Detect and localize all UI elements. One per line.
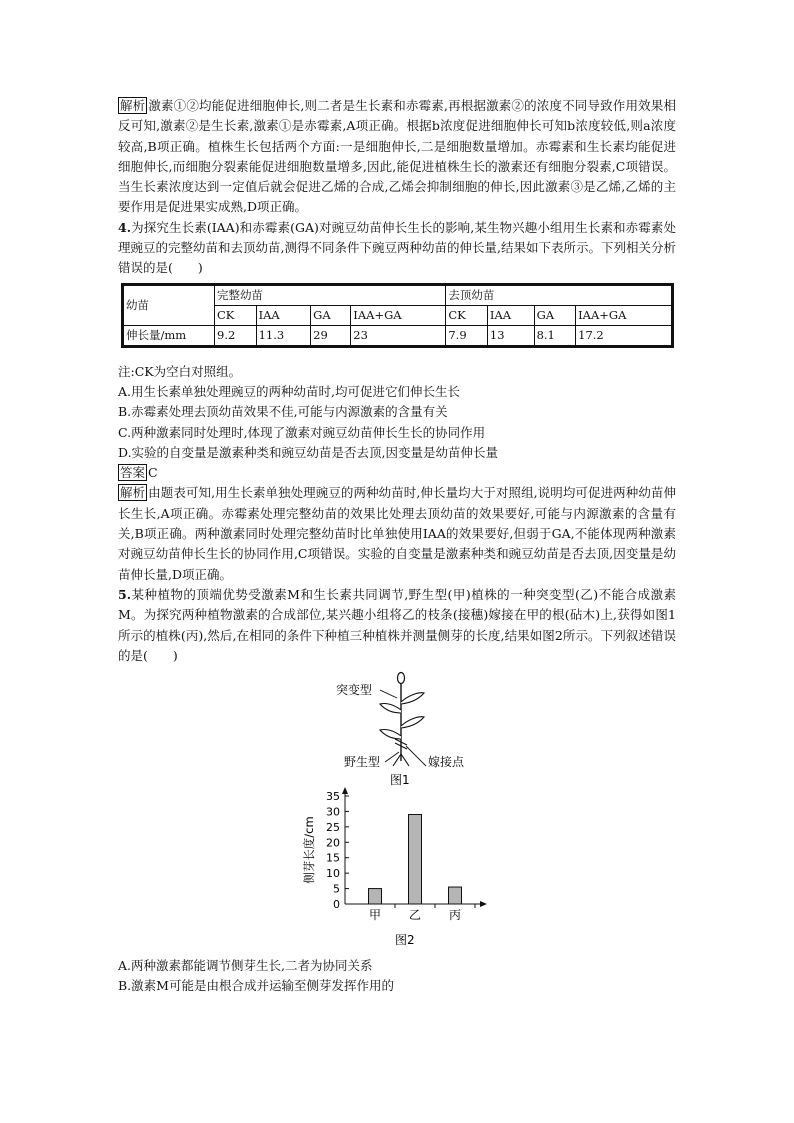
- x-tick-label: 甲: [368, 908, 382, 923]
- table-cell: 17.2: [576, 325, 673, 346]
- grafted-plant-diagram: [118, 666, 676, 786]
- y-tick-label: 0: [333, 898, 340, 912]
- question-5-stem: [118, 585, 676, 666]
- table-cell: 13: [487, 325, 534, 346]
- label-mutant: 突变型: [336, 683, 373, 698]
- column-header: GA: [311, 305, 351, 325]
- y-tick-label: 5: [333, 882, 340, 896]
- y-tick-label: 30: [326, 805, 340, 819]
- question-number: 5.: [118, 586, 132, 602]
- group-header-intact: 完整幼苗: [215, 284, 446, 305]
- y-tick-label: 25: [326, 820, 340, 834]
- table-cell: 8.1: [534, 325, 576, 346]
- analysis-text: 激素①②均能促进细胞伸长,则二者是生长素和赤霉素,再根据激素②的浓度不同导致作用效果相反可知,激素②是生长素,激素①是赤霉素,A项正确。根据b浓度促进细胞伸长可知b浓度较低,则a浓度较高,B项正确。植株生长包括两个方面:一是细胞伸长,二是细胞数量增加。赤霉素和生长素均能促进细胞伸长,而细胞分裂素能促进细胞数量增多,因此,能促进植株生长的激素还有细胞分裂素,C项错误。当生长素浓度达到一定值后就会促进乙烯的合成,乙烯会抑制细胞的伸长,因此激素③是乙烯,乙烯的主要作用是促进果实成熟,D项正确。: [118, 98, 676, 215]
- row-header-elongation: 伸长量/mm: [123, 325, 215, 346]
- figure-2: [118, 786, 676, 956]
- table-note: 注:CK为空白对照组。: [118, 363, 242, 379]
- column-header: CK: [446, 305, 488, 325]
- column-header: CK: [215, 305, 257, 325]
- option-d: D.实验的自变量是激素种类和豌豆幼苗是否去顶,因变量是幼苗伸长量: [118, 444, 499, 460]
- bar: [409, 815, 422, 904]
- answer-tag: 答案: [120, 465, 146, 481]
- table-cell: 9.2: [215, 325, 257, 346]
- y-tick-label: 35: [326, 790, 340, 804]
- answer-value: C: [148, 465, 158, 481]
- y-tick-label: 15: [326, 851, 340, 865]
- bar: [449, 887, 462, 904]
- column-header: IAA+GA: [351, 305, 446, 325]
- option-b: B.赤霉素处理去顶幼苗效果不佳,可能与内源激素的含量有关: [118, 404, 448, 420]
- q5-option-a: A.两种激素都能调节侧芽生长,二者为协同关系: [118, 958, 373, 974]
- table-cell: 29: [311, 325, 351, 346]
- x-tick-label: 丙: [448, 908, 462, 923]
- x-axis-arrow: [480, 901, 487, 907]
- option-a: A.用生长素单独处理豌豆的两种幼苗时,均可促进它们伸长生长: [118, 383, 460, 399]
- column-header: IAA: [487, 305, 534, 325]
- question-4-stem: [118, 218, 676, 279]
- table-cell: 11.3: [256, 325, 311, 346]
- analysis-tag: 解析: [120, 98, 146, 113]
- analysis-paragraph: [118, 96, 676, 218]
- y-tick-label: 10: [326, 867, 340, 881]
- label-wild: 野生型: [344, 755, 381, 770]
- question-number: 4.: [118, 219, 132, 235]
- option-c: C.两种激素同时处理时,体现了激素对豌豆幼苗伸长生长的协同作用: [118, 424, 486, 440]
- results-table: [121, 283, 674, 348]
- analysis-paragraph-q4: [118, 483, 676, 584]
- answer-line: [118, 463, 676, 483]
- column-header: IAA: [256, 305, 311, 325]
- y-tick-label: 20: [326, 836, 340, 850]
- column-header: GA: [534, 305, 576, 325]
- table-cell: 7.9: [446, 325, 488, 346]
- q5-option-b: B.激素M可能是由根合成并运输至侧芽发挥作用的: [118, 978, 394, 994]
- bar: [369, 889, 382, 904]
- y-axis-label: 侧芽长度/cm: [302, 816, 316, 884]
- page: [118, 96, 676, 997]
- column-header: IAA+GA: [576, 305, 673, 325]
- figure-1: [118, 666, 676, 786]
- figure-2-caption: 图2: [395, 933, 415, 948]
- value-row: [123, 325, 673, 346]
- table-cell: 23: [351, 325, 446, 346]
- row-header-seedling: 幼苗: [123, 284, 215, 325]
- analysis-text: 由题表可知,用生长素单独处理豌豆的两种幼苗时,伸长量均大于对照组,说明均可促进两种幼苗伸长生长,A项正确。赤霉素处理完整幼苗的效果比处理去顶幼苗的效果要好,可能与内源激素的含量有关,B项正确。两种激素同时处理完整幼苗时比单独使用IAA的效果要好,但弱于GA,不能体现两种激素对豌豆幼苗伸长生长的协同作用,C项错误。实验的自变量是激素种类和豌豆幼苗是否去顶,因变量是幼苗伸长量,D项正确。: [118, 485, 676, 582]
- figure-1-caption: 图1: [390, 773, 410, 787]
- question-text: 为探究生长素(IAA)和赤霉素(GA)对豌豆幼苗伸长生长的影响,某生物兴趣小组用生长素和赤霉素处理豌豆的完整幼苗和去顶幼苗,测得不同条件下豌豆两种幼苗的伸长量,结果如下表所示。下列相关分析错误的是( ): [118, 219, 676, 276]
- bar-chart: [118, 786, 676, 956]
- label-graft: 嫁接点: [428, 755, 465, 770]
- group-header-decapitated: 去顶幼苗: [446, 284, 673, 305]
- question-text: 某种植物的顶端优势受激素M和生长素共同调节,野生型(甲)植株的一种突变型(乙)不能合成激素M。为探究两种植物激素的合成部位,某兴趣小组将乙的枝条(接穗)嫁接在甲的根(砧木)上,获得如图1所示的植株(丙),然后,在相同的条件下种植三种植株并测量侧芽的长度,结果如图2所示。下列叙述错误的是( ): [118, 586, 676, 663]
- x-tick-label: 乙: [408, 908, 422, 923]
- analysis-tag: 解析: [120, 485, 146, 501]
- y-axis-arrow: [342, 787, 348, 794]
